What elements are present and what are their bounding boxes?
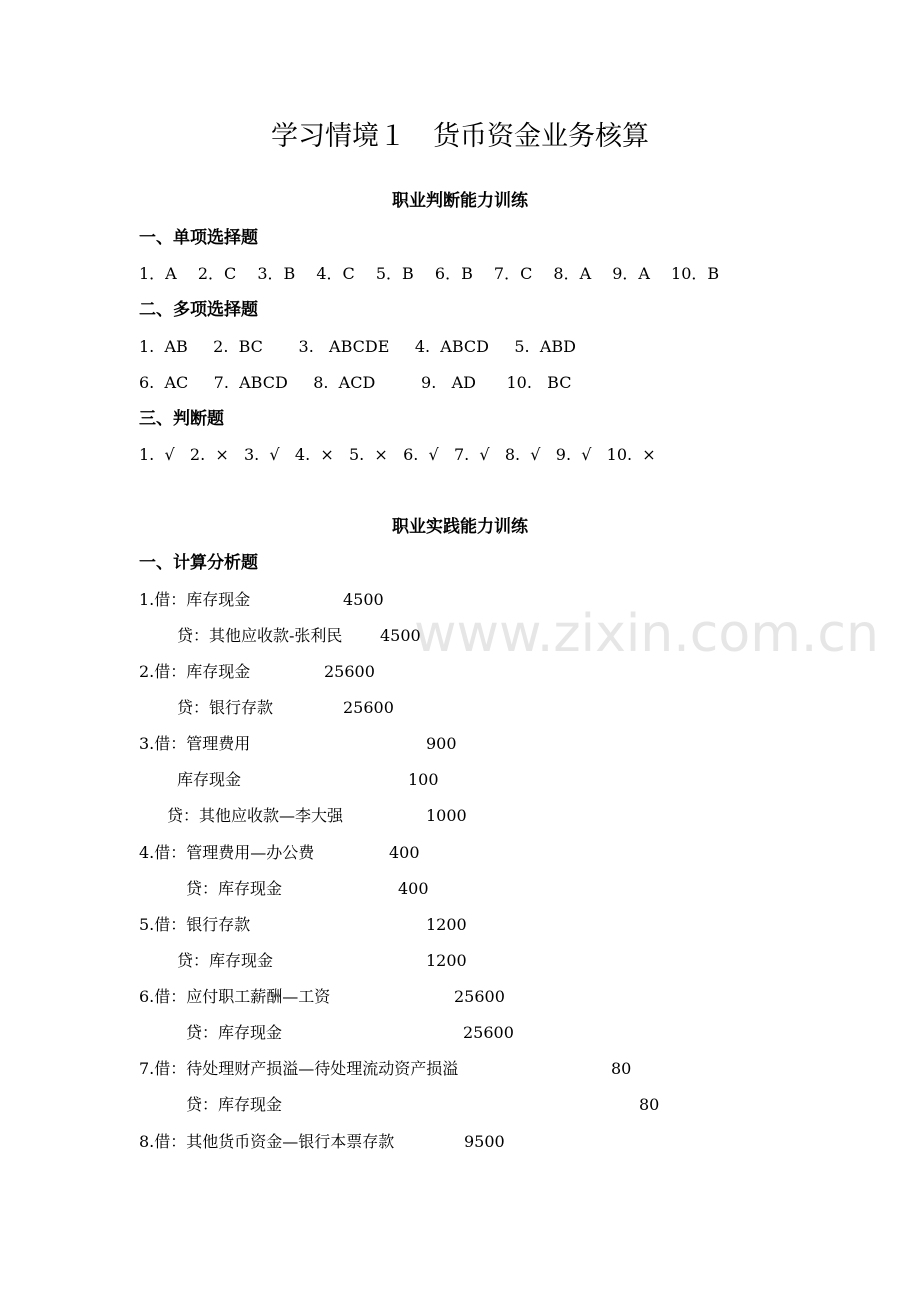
entry-amount: 25600 (454, 987, 505, 1006)
entry-amount: 25600 (343, 698, 394, 717)
entry-label: 贷：其他应收款—李大强 (167, 806, 344, 825)
single-choice-answers: 1．A 2．C 3．B 4．C 5．B 6．B 7．C 8．A 9．A 10．B (139, 264, 720, 283)
entry-amount: 80 (639, 1095, 660, 1114)
calc-analysis-heading: 一、计算分析题 (139, 553, 258, 573)
entry-amount: 1200 (426, 915, 467, 934)
entry-amount: 80 (611, 1059, 632, 1078)
entry-amount: 4500 (343, 590, 384, 609)
entry-amount: 1200 (426, 951, 467, 970)
entry-label: 6.借：应付职工薪酬—工资 (139, 987, 331, 1006)
entry-amount: 9500 (464, 1132, 505, 1151)
entry-label: 3.借：管理费用 (139, 734, 251, 753)
entry-label: 5.借：银行存款 (139, 915, 251, 934)
entry-label: 贷：其他应收款-张利民 (177, 626, 343, 645)
entry-label: 8.借：其他货币资金—银行本票存款 (139, 1132, 395, 1151)
entry-label: 贷：库存现金 (177, 951, 274, 970)
entry-amount: 25600 (463, 1023, 514, 1042)
watermark: www.zixin.com.cn (414, 604, 879, 664)
entry-amount: 1000 (426, 806, 467, 825)
entry-label: 贷：库存现金 (186, 879, 283, 898)
multi-choice-answers-row1: 1. AB 2. BC 3. ABCDE 4. ABCD 5. ABD (139, 337, 576, 356)
page-title: 学习情境１ 货币资金业务核算 (271, 121, 649, 152)
true-false-heading: 三、判断题 (139, 409, 224, 429)
single-choice-heading: 一、单项选择题 (139, 228, 258, 248)
multi-choice-heading: 二、多项选择题 (139, 300, 258, 320)
practice-heading: 职业实践能力训练 (392, 517, 528, 537)
entry-label: 7.借：待处理财产损溢—待处理流动资产损溢 (139, 1059, 459, 1078)
entry-label: 贷：银行存款 (177, 698, 274, 717)
entry-label: 贷：库存现金 (186, 1095, 283, 1114)
entry-amount: 4500 (380, 626, 421, 645)
entry-label: 贷：库存现金 (186, 1023, 283, 1042)
entry-amount: 400 (389, 843, 420, 862)
entry-amount: 400 (398, 879, 429, 898)
entry-amount: 900 (426, 734, 457, 753)
true-false-answers: 1. √ 2. × 3. √ 4. × 5. × 6. √ 7. √ 8. √ 9. √ 10. × (139, 445, 656, 464)
entry-amount: 25600 (324, 662, 375, 681)
entry-label: 2.借：库存现金 (139, 662, 251, 681)
entry-label: 1.借：库存现金 (139, 590, 251, 609)
multi-choice-answers-row2: 6. AC 7. ABCD 8. ACD 9. AD 10. BC (139, 373, 572, 392)
judgment-heading: 职业判断能力训练 (392, 191, 528, 211)
entry-label: 库存现金 (177, 770, 242, 789)
entry-label: 4.借：管理费用—办公费 (139, 843, 315, 862)
entry-amount: 100 (408, 770, 439, 789)
